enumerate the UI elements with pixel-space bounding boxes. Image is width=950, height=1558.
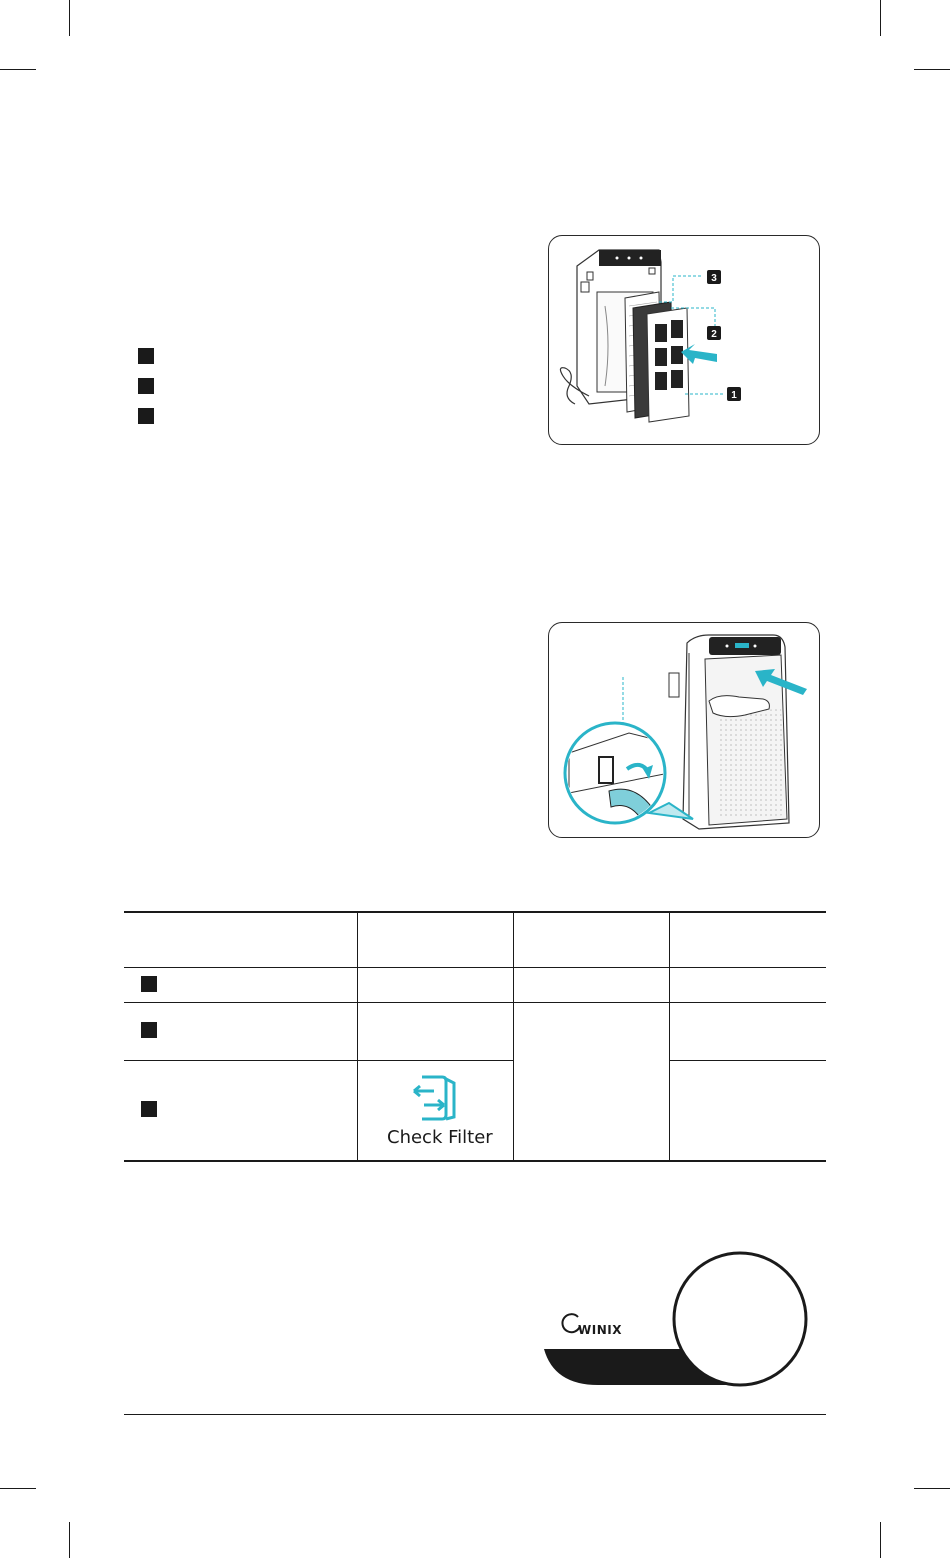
front-panel-illustration bbox=[549, 623, 820, 838]
table-row-marker-2 bbox=[141, 1022, 157, 1038]
crop-mark bbox=[880, 1522, 881, 1558]
table-column-rule bbox=[513, 912, 514, 1161]
table-bottom-rule bbox=[124, 1160, 826, 1162]
check-filter-icon bbox=[412, 1075, 462, 1121]
step-marker-2 bbox=[138, 378, 154, 394]
crop-mark bbox=[914, 1488, 950, 1489]
table-top-rule bbox=[124, 911, 826, 913]
table-header-rule bbox=[124, 967, 826, 968]
callout-2: 2 bbox=[711, 329, 717, 340]
crop-mark bbox=[0, 69, 36, 70]
crop-mark bbox=[914, 69, 950, 70]
check-filter-label: Check Filter bbox=[387, 1127, 493, 1148]
table-row-rule bbox=[124, 1002, 826, 1003]
winix-display-illustration bbox=[540, 1245, 830, 1395]
callout-1: 1 bbox=[731, 390, 737, 401]
crop-mark bbox=[69, 0, 70, 36]
footer-rule bbox=[124, 1414, 826, 1415]
table-column-rule bbox=[669, 912, 670, 1161]
table-row-rule bbox=[124, 1060, 514, 1061]
table-column-rule bbox=[357, 912, 358, 1161]
front-panel-figure bbox=[548, 622, 820, 838]
step-marker-1 bbox=[138, 348, 154, 364]
table-row-marker-3 bbox=[141, 1101, 157, 1117]
purifier-filters-illustration bbox=[549, 236, 820, 445]
callout-3: 3 bbox=[711, 273, 717, 284]
filter-insertion-figure bbox=[548, 235, 820, 445]
table-row-marker-1 bbox=[141, 976, 157, 992]
table-row-rule bbox=[670, 1060, 826, 1061]
crop-mark bbox=[69, 1522, 70, 1558]
winix-logo: WINIX bbox=[578, 1323, 622, 1337]
crop-mark bbox=[0, 1488, 36, 1489]
crop-mark bbox=[880, 0, 881, 36]
step-marker-3 bbox=[138, 408, 154, 424]
